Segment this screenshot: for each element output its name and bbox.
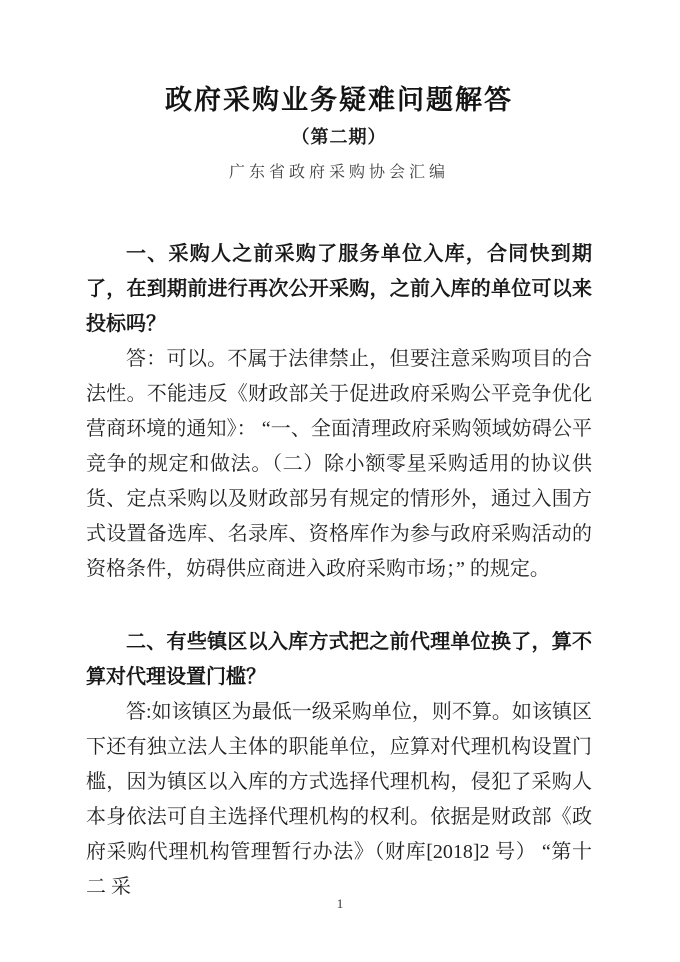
question-1: 一、采购人之前采购了服务单位入库，合同快到期了，在到期前进行再次公开采购，之前入库的单位可以来投标吗？ [86, 243, 592, 335]
answer-1: 答：可以。不属于法律禁止，但要注意采购项目的合法性。不能违反《财政部关于促进政府采购公平竞争优化营商环境的通知》： “一、全面清理政府采购领域妨碍公平竞争的规定和做法。（二）除小额零星采购适用的协议供货、定点采购以及财政部另有规定的情形外，通过入围方式设置备选库、名录库、资格库作为参与政府采购活动的资格条件，妨碍供应商进入政府采购市场；” 的规定。 [86, 348, 592, 580]
document-subtitle: （第二期） [291, 127, 387, 147]
qa-section-2 [86, 625, 592, 905]
page-number: 1 [336, 896, 344, 911]
answer-2: 答:如该镇区为最低一级采购单位，则不算。如该镇区下还有独立法人主体的职能单位，应算对代理机构设置门槛，因为镇区以入库的方式选择代理机构，侵犯了采购人本身依法可自主选择代理机构的权利。依据是财政部《政府采购代理机构管理暂行办法》（财库[2018]2 号） “第十二 采 [86, 701, 592, 898]
document-content [0, 84, 680, 905]
document-title: 政府采购业务疑难问题解答 [165, 85, 513, 115]
document-compiler: 广东省政府采购协会汇编 [228, 164, 449, 181]
qa-section-1 [86, 237, 592, 587]
question-2: 二、有些镇区以入库方式把之前代理单位换了，算不算对代理设置门槛？ [86, 631, 592, 688]
